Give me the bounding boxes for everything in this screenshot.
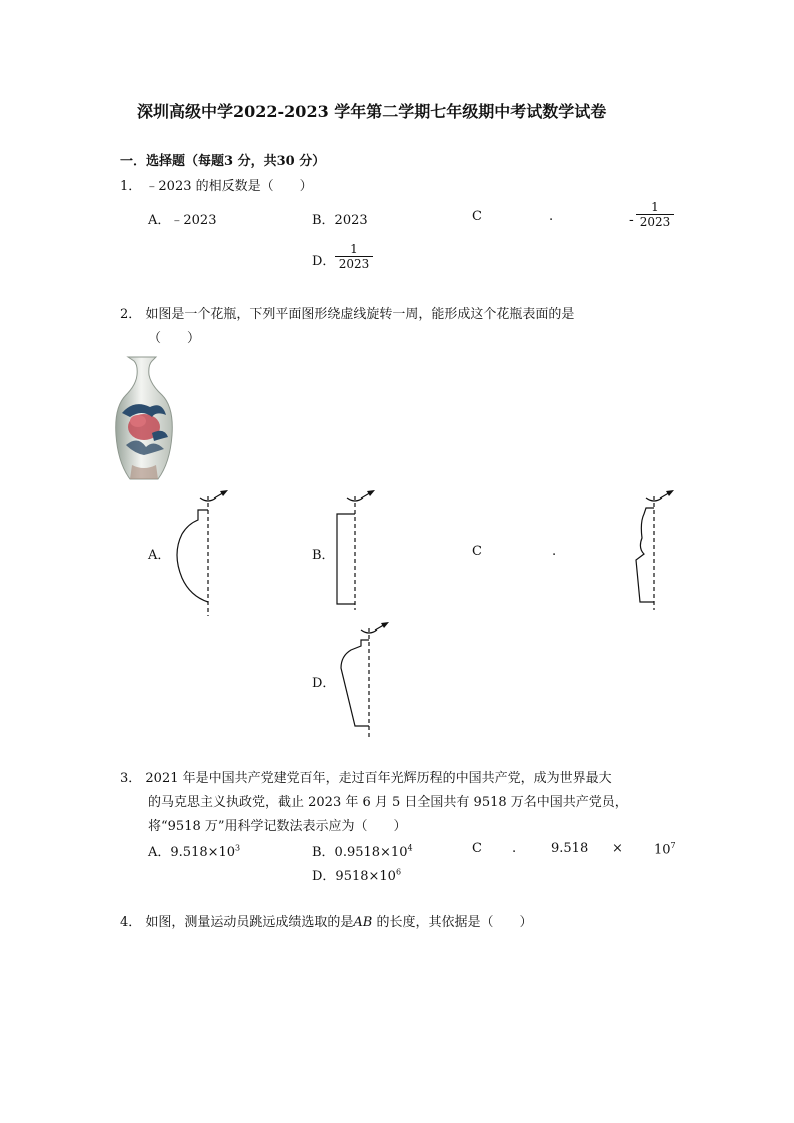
q3-option-c-power [654,841,676,857]
q2-figure-a [170,488,240,618]
q1-c-denominator: 2023 [636,214,674,229]
q3-line-3: 将“9518 万”用科学记数法表示应为（ ） [148,819,407,834]
q4-stem [120,911,533,930]
q1-option-b: B．2023 [312,213,368,228]
q3-line-1: 3． 2021 年是中国共产党建党百年，走过百年光辉历程的中国共产党，成为世界最大 [120,771,612,786]
q3-option-a [148,841,240,860]
q1-d-denominator: 2023 [335,256,373,271]
q3-option-c-label: C [472,841,482,856]
q1-option-c-dot: . [549,209,554,224]
q2-option-c-dot: . [552,544,557,559]
q4-variable: AB [353,915,373,930]
q1-option-c-fraction [636,200,674,229]
q1-option-a: A．﹣2023 [148,213,217,228]
q2-figure-d [335,620,395,740]
q3-option-d [312,865,401,884]
q2-option-a: A． [148,548,171,563]
section-heading: 一．选择题（每题3 分，共30 分） [120,154,326,169]
q3-b-exponent: 4 [407,843,413,853]
q4-stem-post: 的长度，其依据是（ ） [372,915,533,930]
q1-option-d-label: D． [312,254,336,269]
q3-b-base: B．0.9518×10 [312,845,408,860]
q2-option-c-label: C [472,544,482,559]
q3-a-exponent: 3 [235,843,241,853]
vase-figure [112,355,174,483]
q3-option-c-mantissa: 9.518 [551,841,589,856]
q3-option-c-times: × [612,841,623,856]
page-title: 深圳高级中学2022-2023 学年第二学期七年级期中考试数学试卷 [137,102,607,121]
q1-option-c-label: C [472,209,482,224]
q3-line-2: 的马克思主义执政党，截止 2023 年 6 月 5 日全国共有 9518 万名中国共产党员， [148,795,628,810]
q1-d-numerator: 1 [350,242,358,256]
q3-option-b [312,841,413,860]
q2-stem: 2． 如图是一个花瓶，下列平面图形绕虚线旋转一周，能形成这个花瓶表面的是 [120,307,575,322]
q2-option-d: D． [312,676,336,691]
q3-d-exponent: 6 [395,867,402,877]
q3-c-exponent: 7 [670,841,676,850]
q3-option-c-dot: . [512,841,517,856]
q3-d-base: D．9518×10 [312,869,396,884]
q2-figure-c [630,488,690,613]
q3-c-base: 10 [654,842,671,858]
q4-stem-pre: 4． 如图，测量运动员跳远成绩选取的是 [120,915,354,930]
q1-option-c-minus: - [629,212,634,228]
q1-c-numerator: 1 [651,200,659,214]
q1-stem: 1． ﹣2023 的相反数是（ ） [120,179,313,194]
q2-figure-b [330,488,390,613]
q1-option-d-fraction [335,242,373,271]
q2-stem-bracket: （ ） [148,331,201,346]
q2-option-b: B． [312,548,335,563]
q3-a-base: A．9.518×10 [148,845,236,860]
